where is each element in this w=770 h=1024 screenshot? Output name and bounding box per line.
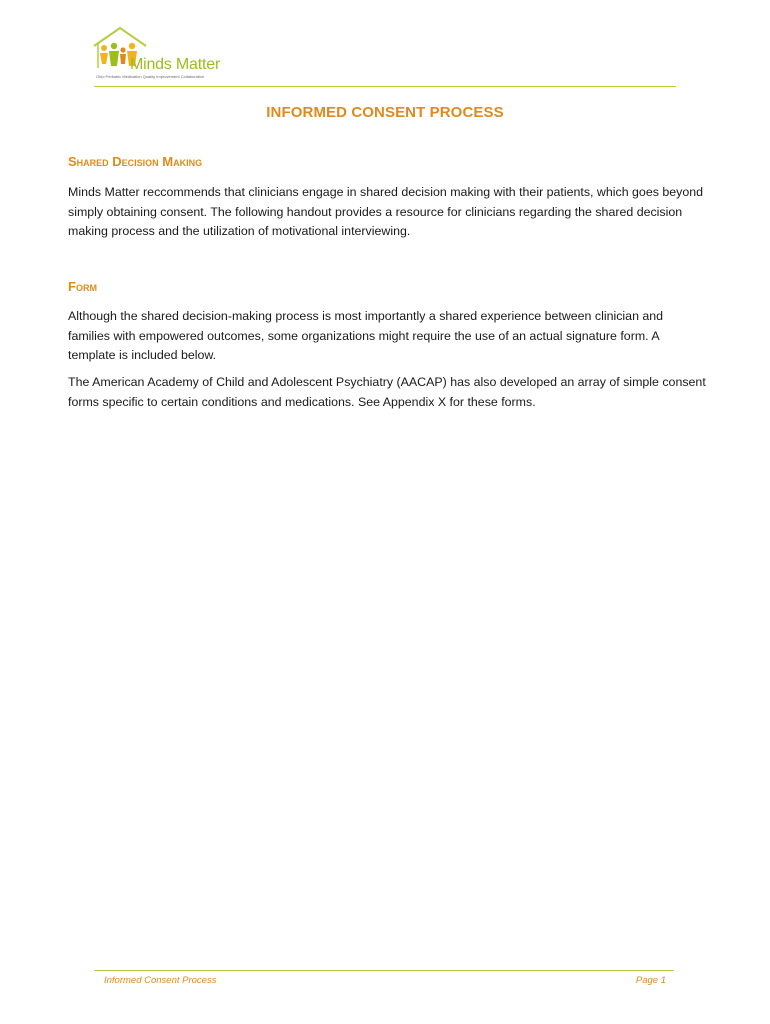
logo-name: Minds Matter bbox=[130, 56, 221, 73]
footer-divider bbox=[94, 970, 674, 971]
paragraph: Minds Matter reccommends that clinicians engage in shared decision making with their patients, which goes beyond simply obtaining consent. The following handout provides a resource for clinicians regarding the shared decision making process and the utilization of motivational interviewing. bbox=[68, 185, 704, 238]
minds-matter-logo bbox=[92, 26, 252, 82]
header-divider bbox=[94, 86, 676, 87]
footer-document-title: Informed Consent Process bbox=[104, 975, 217, 986]
section-heading-shared-decision-making: Shared Decision Making bbox=[68, 154, 203, 169]
paragraph: The American Academy of Child and Adolescent Psychiatry (AACAP) has also developed an array of simple consent forms specific to certain conditions and medications. See Appendix X for these forms. bbox=[68, 375, 706, 409]
page-number: Page 1 bbox=[635, 975, 666, 986]
document-title: INFORMED CONSENT PROCESS bbox=[266, 104, 504, 121]
logo-tagline: Ohio Pediatric Medication Quality Improvement Collaborative bbox=[96, 74, 205, 79]
paragraph: Although the shared decision-making process is most importantly a shared experience between clinician and families with empowered outcomes, some organizations might require the use of an actual signature form. A template is included below. bbox=[68, 309, 664, 362]
section-heading-form: Form bbox=[68, 279, 97, 294]
